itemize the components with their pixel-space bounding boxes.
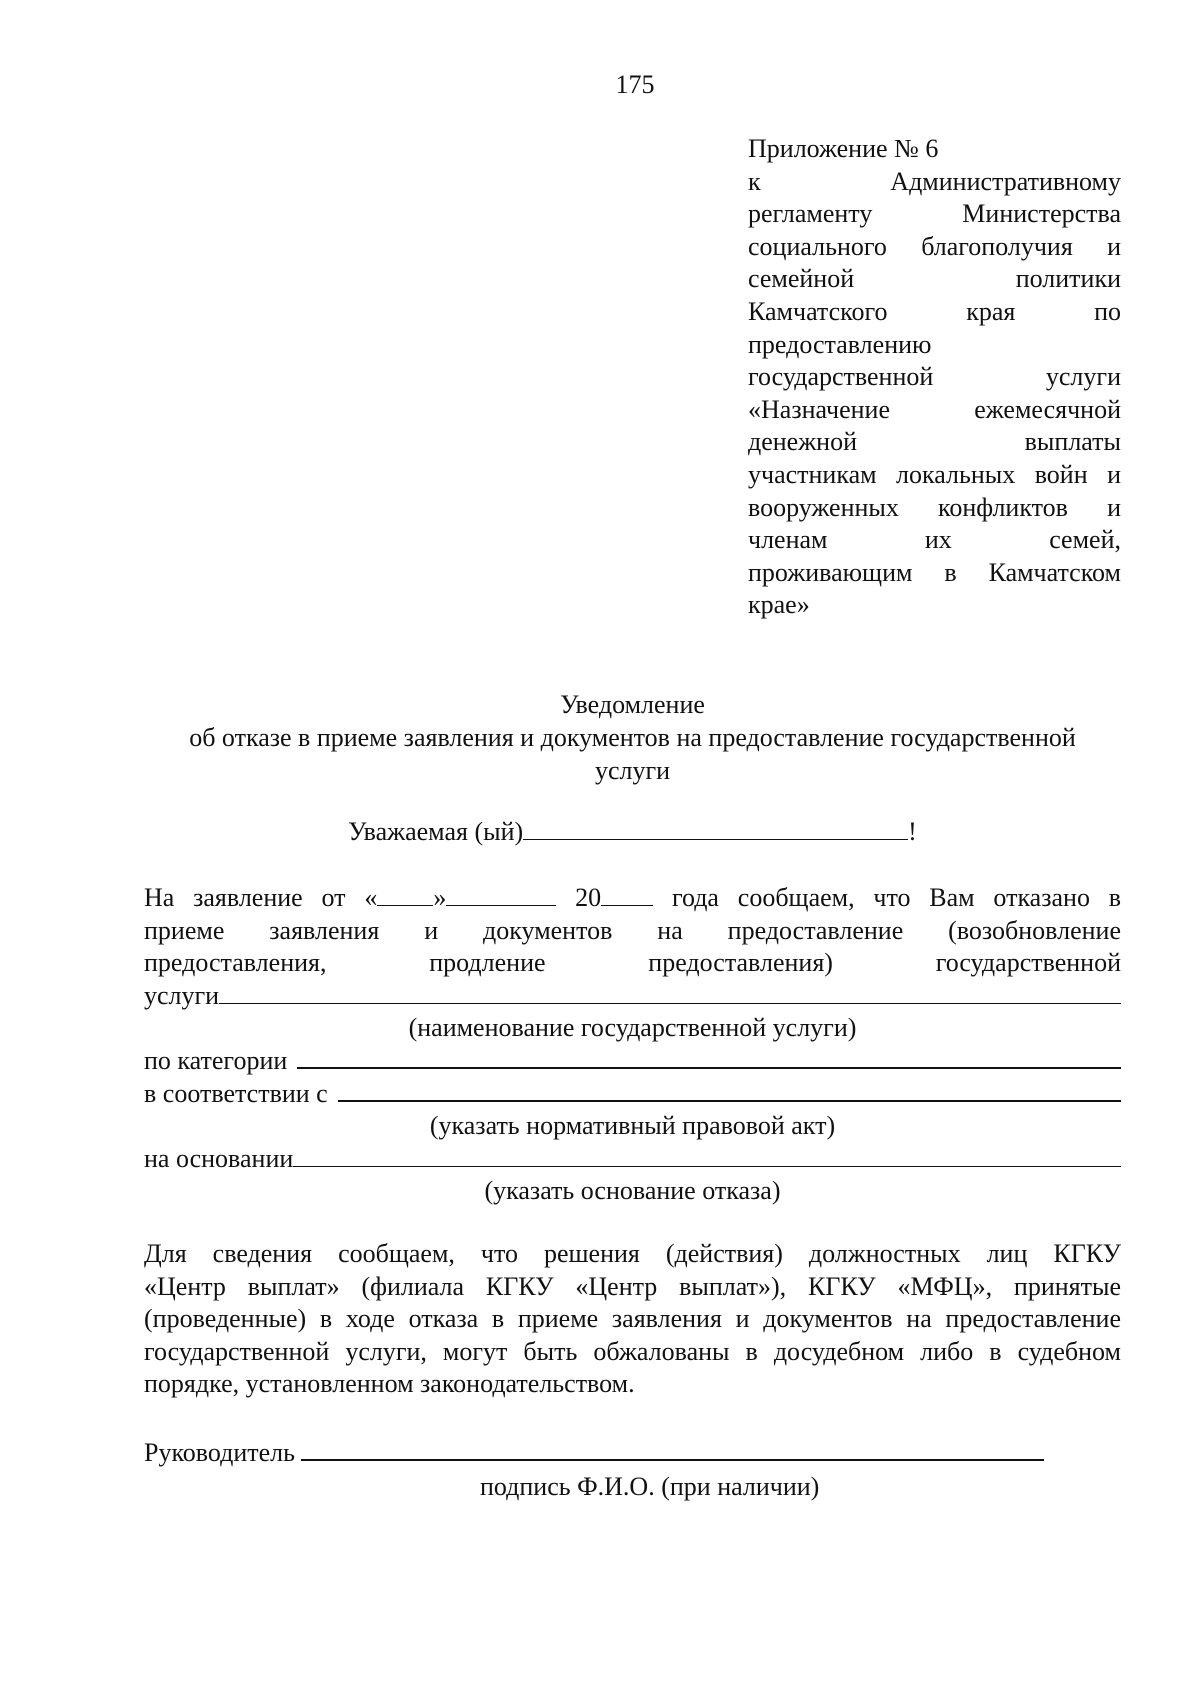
note-line: порядке, установленном законодательством. — [144, 1369, 635, 1399]
service-label: услуги — [144, 980, 220, 1010]
title-line: об отказе в приеме заявления и документов на предоставление государственной — [189, 723, 1076, 752]
service-row — [144, 980, 1121, 1013]
appendix-line: проживающим в Камчатском — [748, 557, 1121, 587]
page-number: 175 — [615, 70, 655, 99]
service-name-field[interactable] — [219, 981, 1121, 1004]
recipient-name-field[interactable] — [523, 817, 908, 840]
statement-line — [144, 882, 1121, 915]
note-line: государственной услуги, могут быть обжалованы в досудебном либо в судебном — [144, 1336, 1121, 1366]
note-line: Для сведения сообщаем, что решения (действия) должностных лиц КГКУ — [144, 1239, 1121, 1268]
appendix-line: Камчатского края по — [748, 296, 1121, 326]
appendix-line: социального благополучия и — [748, 231, 1121, 261]
statement-text: На заявление от « — [144, 883, 378, 912]
appendix-line: регламенту Министерства — [748, 199, 1121, 229]
appendix-line: крае» — [748, 590, 810, 620]
appeal-note — [144, 1238, 1121, 1401]
statement-text: 20 — [556, 883, 602, 912]
appendix-line: членам их семей, — [748, 525, 1121, 555]
statement-block — [144, 882, 1121, 1208]
legal-act-caption: (указать нормативный правовой акт) — [429, 1111, 836, 1141]
notice-title — [144, 688, 1121, 787]
category-row — [144, 1045, 1121, 1078]
appendix-line: предоставлению — [748, 329, 932, 359]
title-line: Уведомление — [560, 690, 705, 719]
signature-label: Руководитель — [144, 1438, 295, 1467]
appendix-line: семейной политики — [748, 264, 1121, 294]
appendix-line: вооруженных конфликтов и — [748, 492, 1121, 522]
basis-label: на основании — [144, 1143, 294, 1173]
refusal-basis-caption: (указать основание отказа) — [484, 1176, 781, 1206]
accordance-row — [144, 1078, 1121, 1111]
signature-block — [144, 1437, 1121, 1502]
title-line: услуги — [594, 756, 671, 785]
refusal-basis-field[interactable] — [293, 1144, 1121, 1167]
category-label: по категории — [144, 1045, 288, 1075]
greeting — [144, 817, 1121, 847]
appendix-line: Приложение № 6 — [748, 134, 939, 163]
signature-field[interactable] — [301, 1437, 1044, 1461]
greeting-exclamation: ! — [908, 817, 917, 846]
greeting-text: Уважаемая (ый) — [348, 817, 524, 846]
statement-text: » — [433, 883, 447, 912]
signature-row — [144, 1437, 1044, 1468]
month-field[interactable] — [446, 883, 556, 906]
statement-line: предоставления, продление предоставления) государственной — [144, 948, 1121, 978]
statement-line: приеме заявления и документов на предоставление (возобновление — [144, 915, 1121, 945]
appendix-line: участникам локальных войн и — [748, 459, 1121, 489]
statement-text: года сообщаем, что Вам отказано в — [653, 883, 1122, 912]
appendix-line: «Назначение ежемесячной — [748, 394, 1121, 424]
signature-caption: подпись Ф.И.О. (при наличии) — [480, 1472, 820, 1501]
category-field[interactable] — [297, 1045, 1121, 1069]
basis-row — [144, 1143, 1121, 1176]
accordance-label: в соответствии с — [144, 1078, 328, 1108]
day-field[interactable] — [377, 883, 433, 906]
appendix-line: государственной услуги — [748, 362, 1121, 392]
service-caption: (наименование государственной услуги) — [408, 1013, 857, 1043]
legal-act-field[interactable] — [338, 1078, 1121, 1102]
appendix-block — [748, 133, 1121, 622]
note-line: «Центр выплат» (филиала КГКУ «Центр выплат»), КГКУ «МФЦ», принятые — [144, 1271, 1121, 1301]
note-line: (проведенные) в ходе отказа в приеме заявления и документов на предоставление — [144, 1304, 1121, 1334]
appendix-line: к Административному — [748, 166, 1121, 196]
appendix-line: денежной выплаты — [748, 427, 1121, 457]
year-field[interactable] — [601, 883, 653, 906]
